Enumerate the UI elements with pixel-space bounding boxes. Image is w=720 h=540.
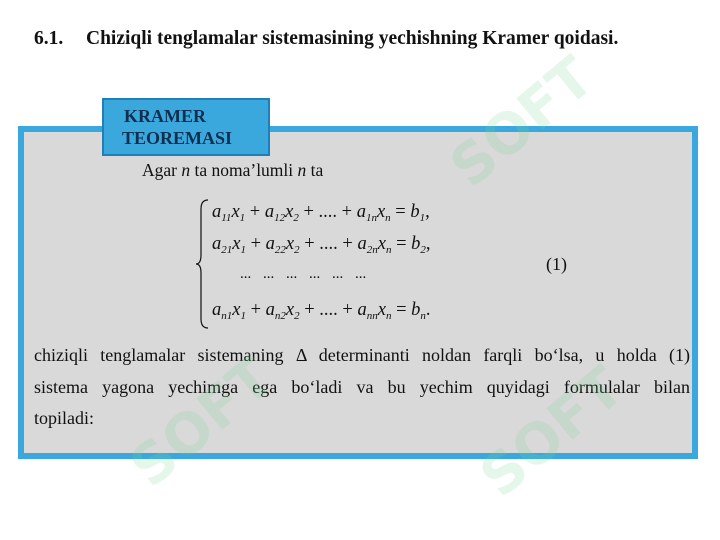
equation-1: $a_{11}x_1 + a_{12}x_2$ + .... + $a_{1n}x_n = b_1$, <box>212 202 430 224</box>
equation-number: (1) <box>546 254 567 274</box>
theorem-tab-line1: KRAMER <box>124 106 206 126</box>
section-heading <box>34 28 618 50</box>
watermark-logo: SOFT <box>468 354 637 511</box>
section-title: Chiziqli tenglamalar sistemasining yechishning Kramer qoidasi. <box>86 28 619 49</box>
intro-text <box>142 160 323 181</box>
watermark-logo: SOFT <box>118 344 287 501</box>
intro-variable: n <box>181 160 191 180</box>
watermark-logo: SOFT <box>438 44 607 201</box>
theorem-tab-line2: TEOREMASI <box>122 128 233 148</box>
paragraph-line: chiziqli tenglamalar sistemaning Δ determinanti noldan farqli bo‘lsa, u holda (1) <box>34 345 690 365</box>
section-number: 6.1. <box>34 28 64 49</box>
paragraph-line: sistema yagona yechimga ega bo‘ladi va bu yechim quyidagi formulalar bilan <box>34 376 690 397</box>
intro-part: ta noma’lumli <box>190 160 298 180</box>
equation-ellipsis-row: ... ... ... ... ... ... <box>240 266 367 282</box>
system-brace <box>196 199 210 329</box>
intro-part: ta <box>306 160 324 180</box>
equation-2: $a_{21}x_1 + a_{22}x_2$ + .... + $a_{2n}x_n = b_2$, <box>212 234 431 256</box>
intro-part: Agar <box>142 160 182 180</box>
paragraph-line: topiladi: <box>34 408 94 428</box>
intro-variable: n <box>297 160 307 180</box>
equation-n: $a_{n1}x_1 + a_{n2}x_2$ + .... + $a_{nn}x_n = b_n$. <box>212 300 431 322</box>
theorem-paragraph <box>34 340 690 435</box>
theorem-tab <box>102 98 270 156</box>
